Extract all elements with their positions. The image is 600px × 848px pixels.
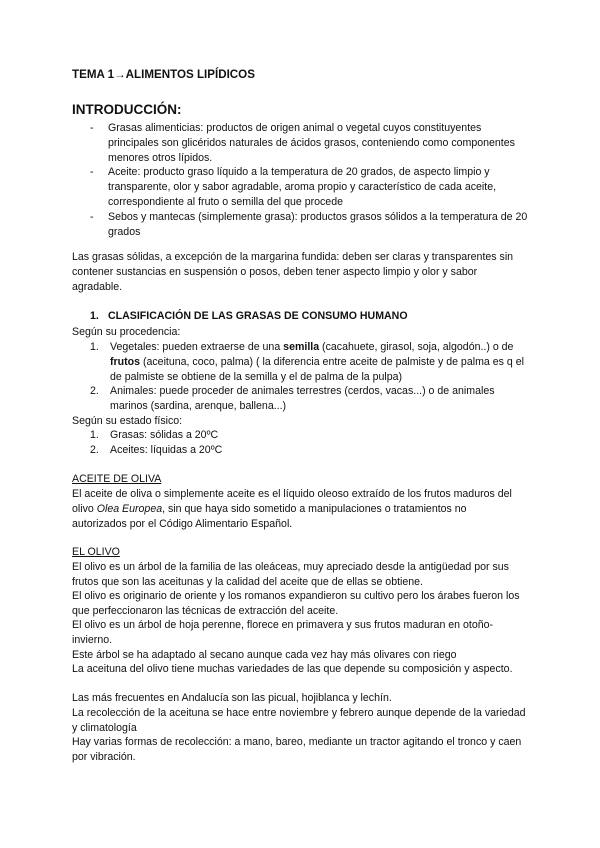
section-number: 1. <box>90 310 99 322</box>
olivo-heading: EL OLIVO <box>72 546 120 558</box>
intro-heading: INTRODUCCIÓN: <box>72 102 182 117</box>
aceite-paragraph: El aceite de oliva o simplemente aceite es el líquido oleoso extraído de los frutos maduros del olivo Olea Europea, sin que haya sido sometido a manipulaciones o tratamientos no autorizados por el Código Alimentario Español. <box>72 488 512 530</box>
list-marker: - <box>90 166 94 179</box>
section-heading <box>90 310 408 322</box>
list-item: 1. Vegetales: pueden extraerse de una semilla (cacahuete, girasol, soja, algodón..) o de frutos (aceituna, coco, palma) ( la diferencia entre aceite de palmiste y de palma es q el de palmiste se obtiene de la semilla y el de palma de la pulpa) <box>90 341 524 383</box>
olivo-paragraph: Hay varias formas de recolección: a mano, bareo, mediante un tractor agitando el tronco y caen por vibración. <box>72 736 522 763</box>
state-list <box>90 428 535 458</box>
list-item: 2. Animales: puede proceder de animales terrestres (cerdos, vacas...) o de animales marinos (sardina, arenque, ballena...) <box>90 385 495 413</box>
olivo-paragraph: Las más frecuentes en Andalucía son las picual, hojiblanca y lechín. <box>72 692 392 704</box>
olivo-paragraph: La recolección de la aceituna se hace entre noviembre y febrero aunque depende de la variedad y climatología <box>72 707 526 734</box>
list-item: - Grasas alimenticias: productos de origen animal o vegetal cuyos constituyentes principales son glicéridos naturales de ácidos grasos, conteniendo como componentes menores otros lípidos. <box>90 122 515 164</box>
olivo-paragraph: La aceituna del olivo tiene muchas variedades de las que depende su composición y aspecto. <box>72 663 513 675</box>
document-title: TEMA 1→ALIMENTOS LIPÍDICOS <box>72 68 255 81</box>
olivo-paragraph: El olivo es un árbol de hoja perenne, florece en primavera y sus frutos maduran en otoño-invierno. <box>72 619 494 646</box>
list-marker: - <box>90 122 94 134</box>
olivo-paragraph: Este árbol se ha adaptado al secano aunque cada vez hay más olivares con riego <box>72 649 457 661</box>
list-marker: - <box>90 210 94 223</box>
list-number: 2. <box>90 443 99 456</box>
origin-label: Según su procedencia: <box>72 326 181 338</box>
intro-paragraph: Las grasas sólidas, a excepción de la margarina fundida: deben ser claras y transparentes sin contener sustancias en suspensión o posos, deben tener aspecto limpio y olor y sabor agradable. <box>72 251 514 293</box>
olivo-paragraph: El olivo es originario de oriente y los romanos expandieron su cultivo pero los árabes fueron los que perfeccionaron las técnicas de extracción del aceite. <box>72 590 520 617</box>
list-item: - Sebos y mantecas (simplemente grasa): productos grasos sólidos a la temperatura de 20 grados <box>90 210 528 238</box>
aceite-heading: ACEITE DE OLIVA <box>72 473 162 485</box>
state-label: Según su estado físico: <box>72 415 183 427</box>
list-item: - Aceite: producto graso líquido a la temperatura de 20 grados, de aspecto limpio y transparente, olor y sabor agradable, aroma propio y característico de cada aceite, correspondiente al fruto o semilla del que procede <box>90 166 497 208</box>
section-title: CLASIFICACIÓN DE LAS GRASAS DE CONSUMO HUMANO <box>108 310 408 322</box>
intro-list <box>90 121 530 239</box>
list-number: 1. <box>90 341 99 353</box>
olivo-paragraph: El olivo es un árbol de la familia de las oleáceas, muy apreciado desde la antigüedad por sus frutos que son las aceitunas y la calidad del aceite que de ellas se obtiene. <box>72 561 509 588</box>
list-number: 1. <box>90 429 99 441</box>
list-number: 2. <box>90 385 99 398</box>
list-item: 2. Aceites: líquidas a 20ºC <box>90 443 223 456</box>
list-item: 1. Grasas: sólidas a 20ºC <box>90 429 219 441</box>
origin-list <box>90 340 535 414</box>
